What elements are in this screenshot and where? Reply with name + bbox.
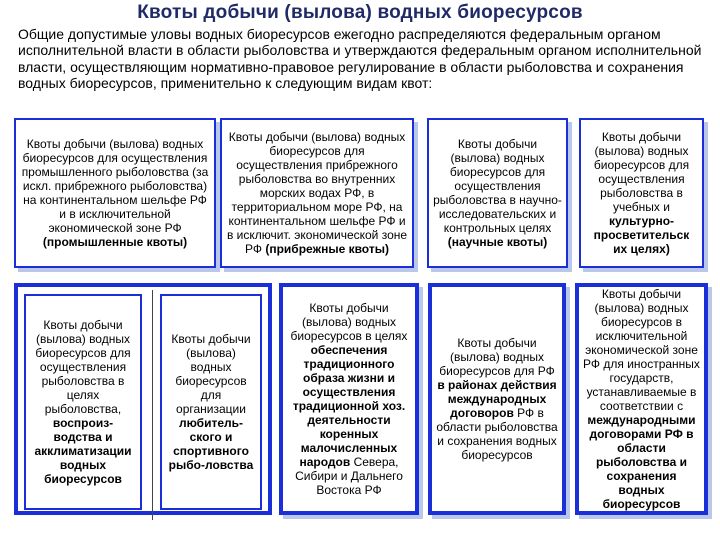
- quota-text-part: Квоты добычи (вылова) водных биоресурсов для организации: [171, 332, 251, 416]
- quota-text-foreign: [583, 287, 700, 511]
- quota-box-indigenous: [279, 283, 419, 515]
- quota-text-part: Квоты добычи (вылова) водных биоресурсов для осуществления рыболовства в целях рыболовства,: [35, 318, 131, 416]
- quota-text-bold-part: воспроиз-водства и акклиматизации водных биоресурсов: [34, 416, 132, 486]
- quota-box-coastal: [220, 118, 414, 268]
- quota-text-bold-part: (прибрежные квоты): [265, 242, 389, 256]
- quota-box-amateur: [160, 294, 262, 510]
- quota-box-international: [428, 283, 566, 515]
- quota-text-bold-part: (промышленные квоты): [42, 235, 188, 249]
- quota-text-part: РФ в области рыболовства и сохранения водных биоресурсов: [436, 406, 558, 462]
- quota-text-part: Квоты добычи (вылова) водных биоресурсов в исключительной экономической зоне РФ для иностранных государств, устанавливаемые в соответствии с: [583, 287, 700, 413]
- quota-text-part: Квоты добычи (вылова) водных биоресурсов в целях: [290, 301, 408, 343]
- quota-text-industrial: [20, 137, 210, 249]
- quota-text-bold-part: культурно-просветительск их целях): [593, 214, 690, 256]
- quota-text-amateur: [165, 332, 257, 472]
- quota-text-bold-part: в районах действия международных договоров: [437, 378, 557, 420]
- quota-text-part: Квоты добычи (вылова) водных биоресурсов для осуществления промышленного рыболовства (за искл. прибрежного рыболовства) на континентальном шельфе РФ и в исключительной экономической зоне РФ: [21, 137, 209, 235]
- quota-text-part: Квоты добычи (вылова) водных биоресурсов для осуществления рыболовства в научно-исследовательских и контрольных целях: [433, 137, 562, 235]
- slide-title: Квоты добычи (вылова) водных биоресурсов: [137, 2, 583, 23]
- quota-text-bold-part: любитель-ского и спортивного рыбо-ловства: [168, 416, 254, 472]
- quota-text-indigenous: [287, 301, 411, 497]
- quota-box-aquaculture: [24, 294, 142, 510]
- quota-box-educational: [579, 118, 704, 268]
- quota-box-scientific: [427, 118, 568, 268]
- intro-text: Общие допустимые уловы водных биоресурсов ежегодно распределяются федеральным органом исполнительной власти в области рыболовства и утверждаются федеральным органом исполнительной власти, осуществляющим нормативно-правовое регулирование в области рыболовства и сохранения водных биоресурсов, применительно к следующим видам квот:: [18, 26, 702, 91]
- quota-text-bold-part: международными договорами РФ в области рыболовства и сохранения водных биоресурсов: [587, 413, 696, 511]
- quota-text-bold-part: (научные квоты): [447, 235, 548, 249]
- quota-text-part: Квоты добычи (вылова) водных биоресурсов для РФ: [439, 336, 555, 378]
- quota-box-foreign: [575, 283, 708, 515]
- quota-text-part: Севера, Сибири и Дальнего Востока РФ: [295, 455, 403, 497]
- quota-group-divider: [152, 290, 153, 520]
- quota-text-bold-part: обеспечения традиционного образа жизни и осуществления традиционной хоз. деятельности коренных малочисленных народов: [292, 343, 406, 469]
- quota-text-educational: [585, 130, 698, 256]
- quota-text-part: Квоты добычи (вылова) водных биоресурсов для осуществления рыболовства в учебных и: [593, 130, 690, 214]
- quota-text-coastal: [226, 130, 408, 256]
- quota-text-international: [436, 336, 558, 462]
- quota-text-scientific: [433, 137, 562, 249]
- quota-text-part: Квоты добычи (вылова) водных биоресурсов для осуществления прибрежного рыболовства во внутренних морских водах РФ, в территориальном море РФ, на континентальном шельфе РФ и в исключит. экономической зоне РФ: [226, 130, 408, 256]
- quota-text-aquaculture: [29, 318, 137, 486]
- quota-box-industrial: [14, 118, 216, 268]
